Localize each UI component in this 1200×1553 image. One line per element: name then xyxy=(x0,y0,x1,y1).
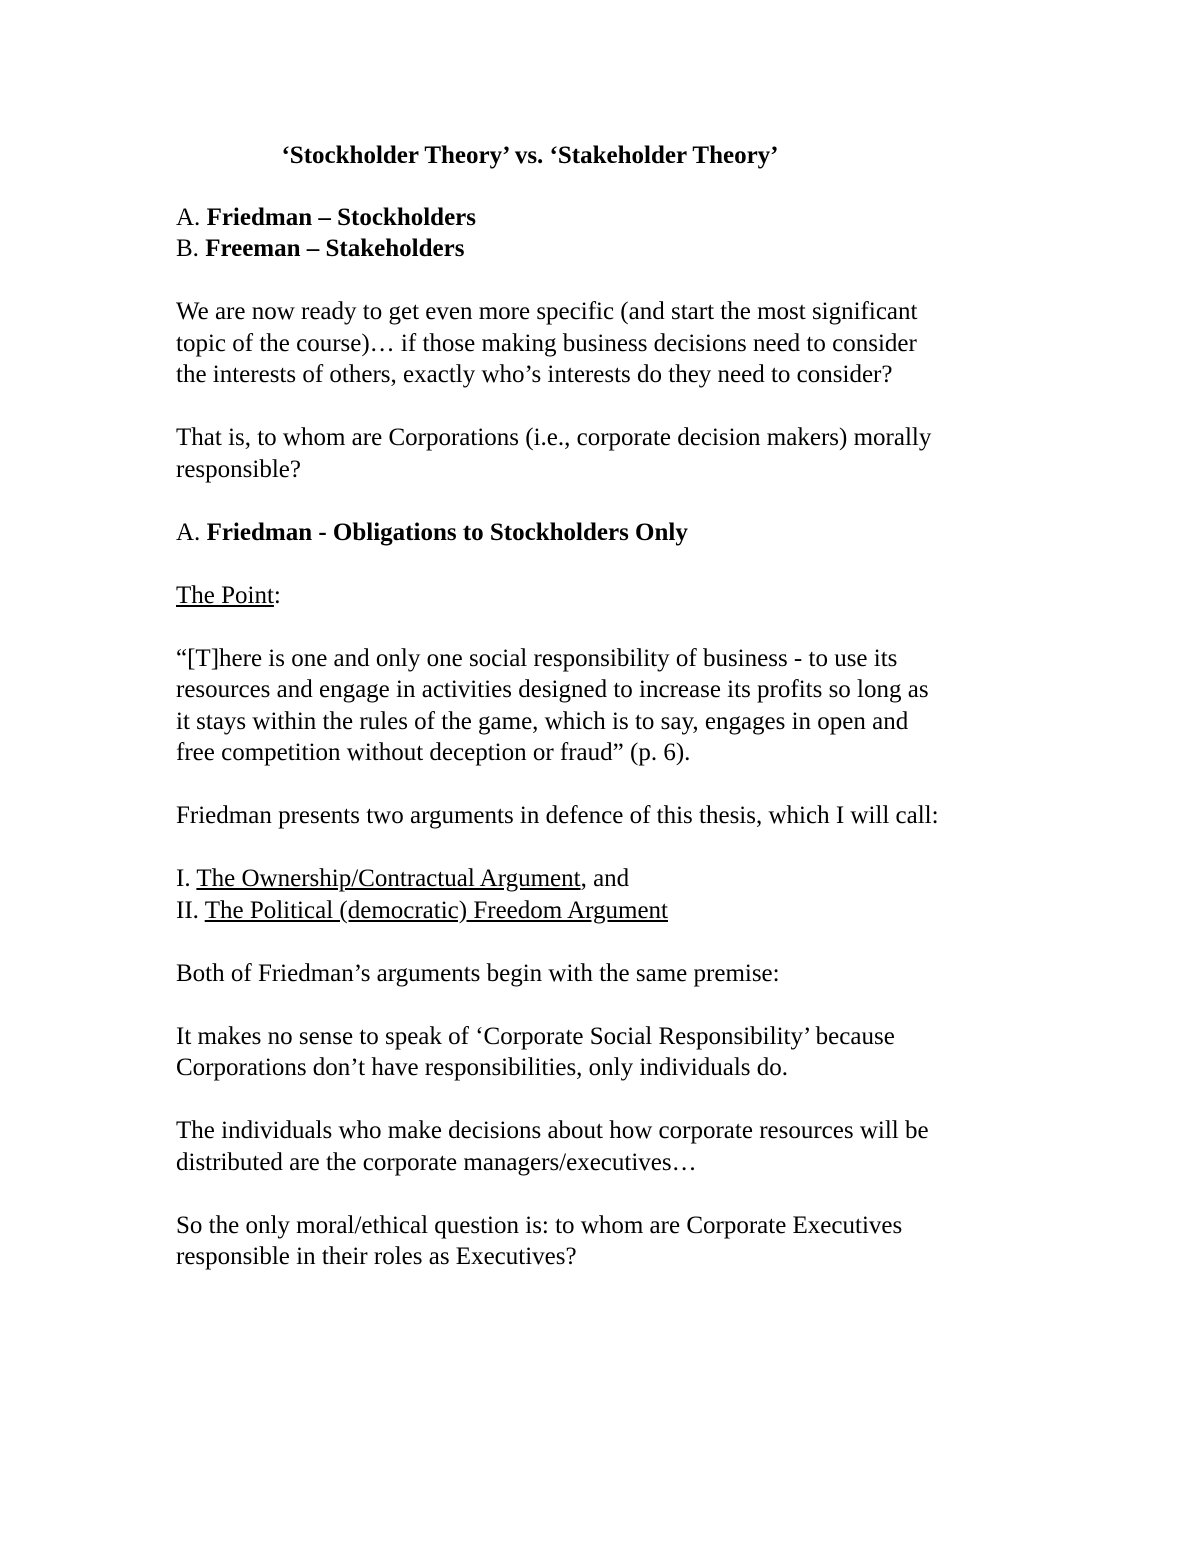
arguments-list xyxy=(176,863,1036,926)
arguments-intro: Friedman presents two arguments in defence of this thesis, which I will call: xyxy=(176,802,939,829)
argument-1-title: The Ownership/Contractual Argument xyxy=(196,865,581,892)
outline-item-a-text: Friedman – Stockholders xyxy=(206,203,477,231)
quote-paragraph xyxy=(176,643,1036,769)
argument-2-title: The Political (democratic) Freedom Argument xyxy=(204,896,668,924)
intro-line-1: We are now ready to get even more specific (and start the most significant xyxy=(176,298,918,325)
argument-2-prefix: II. xyxy=(176,896,205,924)
individuals-paragraph xyxy=(176,1115,1036,1178)
quote-line-3: it stays within the rules of the game, which is to say, engages in open and xyxy=(176,707,909,735)
outline-item-a-prefix: A. xyxy=(176,203,207,231)
the-point-text: The Point xyxy=(176,581,274,609)
outline-item-b-text: Freeman – Stakeholders xyxy=(205,235,465,262)
premise-paragraph xyxy=(176,1021,1036,1084)
quote-line-1: “[T]here is one and only one social responsibility of business - to use its xyxy=(176,644,898,672)
argument-1-suffix: , and xyxy=(580,865,630,892)
section-a-title: Friedman - Obligations to Stockholders Only xyxy=(206,518,688,546)
quote-line-4: free competition without deception or fraud” (p. 6). xyxy=(176,739,691,766)
document-body xyxy=(176,140,1036,1304)
section-a-heading xyxy=(176,517,1036,549)
the-point-colon: : xyxy=(273,581,281,609)
premise-intro: Both of Friedman’s arguments begin with the same premise: xyxy=(176,959,780,987)
the-point-label xyxy=(176,580,1036,612)
final-question-line-2: responsible in their roles as Executives? xyxy=(176,1243,577,1270)
argument-item-2 xyxy=(176,895,1036,927)
question-line-1: That is, to whom are Corporations (i.e., corporate decision makers) morally xyxy=(176,424,932,451)
outline-list xyxy=(176,202,1036,265)
outline-item-b-prefix: B. xyxy=(176,235,206,262)
premise-line-1: It makes no sense to speak of ‘Corporate Social Responsibility’ because xyxy=(176,1022,895,1050)
individuals-line-2: distributed are the corporate managers/executives… xyxy=(176,1148,697,1176)
intro-paragraph xyxy=(176,296,1036,391)
intro-line-2: topic of the course)… if those making business decisions need to consider xyxy=(176,329,917,357)
argument-1-prefix: I. xyxy=(176,865,197,892)
individuals-line-1: The individuals who make decisions about how corporate resources will be xyxy=(176,1117,929,1144)
outline-item-a xyxy=(176,202,1036,234)
document-title: ‘Stockholder Theory’ vs. ‘Stakeholder Theory’ xyxy=(281,142,779,169)
argument-item-1 xyxy=(176,863,1036,895)
final-question-paragraph xyxy=(176,1210,1036,1273)
question-line-2: responsible? xyxy=(176,455,301,483)
outline-item-b xyxy=(176,233,1036,265)
intro-line-3: the interests of others, exactly who’s interests do they need to consider? xyxy=(176,361,893,388)
question-paragraph xyxy=(176,422,1036,485)
section-a-prefix: A. xyxy=(176,518,207,546)
quote-line-2: resources and engage in activities designed to increase its profits so long as xyxy=(176,676,929,703)
final-question-line-1: So the only moral/ethical question is: to whom are Corporate Executives xyxy=(176,1211,903,1239)
premise-line-2: Corporations don’t have responsibilities, only individuals do. xyxy=(176,1054,788,1081)
